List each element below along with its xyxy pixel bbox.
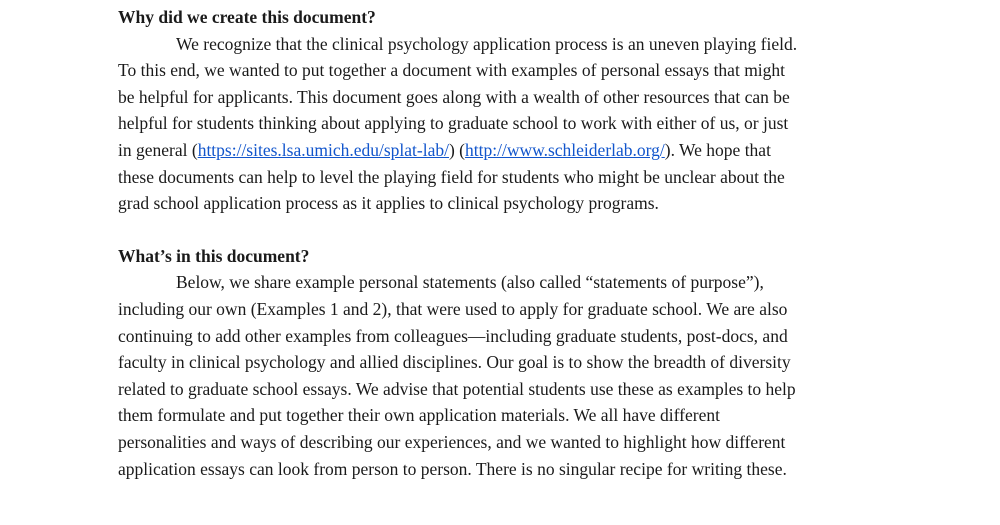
- paragraph-whats-in: [118, 269, 888, 482]
- schleider-lab-link[interactable]: http://www.schleiderlab.org/: [465, 139, 665, 160]
- paragraph-line: faculty in clinical psychology and allied disciplines. Our goal is to show the breadth of diversity: [118, 352, 791, 373]
- paragraph-line-links: [118, 137, 888, 164]
- document-page: [118, 4, 888, 482]
- paragraph-line: To this end, we wanted to put together a document with examples of personal essays that might: [118, 60, 786, 81]
- paragraph-line: continuing to add other examples from colleagues—including graduate students, post-docs, and: [118, 325, 788, 346]
- paragraph-why: [118, 31, 888, 217]
- splat-lab-link[interactable]: https://sites.lsa.umich.edu/splat-lab/: [197, 139, 449, 160]
- section-heading-why: Why did we create this document?: [118, 7, 376, 27]
- text-segment: ) (: [448, 139, 466, 160]
- paragraph-line: application essays can look from person to person. There is no singular recipe for writing these.: [118, 458, 787, 479]
- paragraph-line: helpful for students thinking about applying to graduate school to work with either of us, or just: [118, 113, 789, 134]
- section-heading-whats-in: What’s in this document?: [118, 245, 310, 266]
- paragraph-line: We recognize that the clinical psychology application process is an uneven playing field.: [176, 33, 798, 54]
- text-segment: ). We hope that: [664, 139, 771, 160]
- section-spacer: [118, 217, 888, 243]
- paragraph-line: them formulate and put together their own application materials. We all have different: [118, 405, 720, 426]
- paragraph-line: Below, we share example personal statements (also called “statements of purpose”),: [176, 272, 764, 293]
- paragraph-line: personalities and ways of describing our experiences, and we wanted to highlight how different: [118, 431, 786, 452]
- paragraph-line: grad school application process as it applies to clinical psychology programs.: [118, 193, 659, 214]
- paragraph-line: these documents can help to level the playing field for students who might be unclear about the: [118, 166, 785, 187]
- paragraph-line: related to graduate school essays. We advise that potential students use these as examples to help: [118, 378, 796, 399]
- text-segment: in general (: [118, 139, 198, 160]
- paragraph-line: be helpful for applicants. This document goes along with a wealth of other resources that can be: [118, 86, 790, 107]
- paragraph-line: including our own (Examples 1 and 2), that were used to apply for graduate school. We are also: [118, 298, 788, 319]
